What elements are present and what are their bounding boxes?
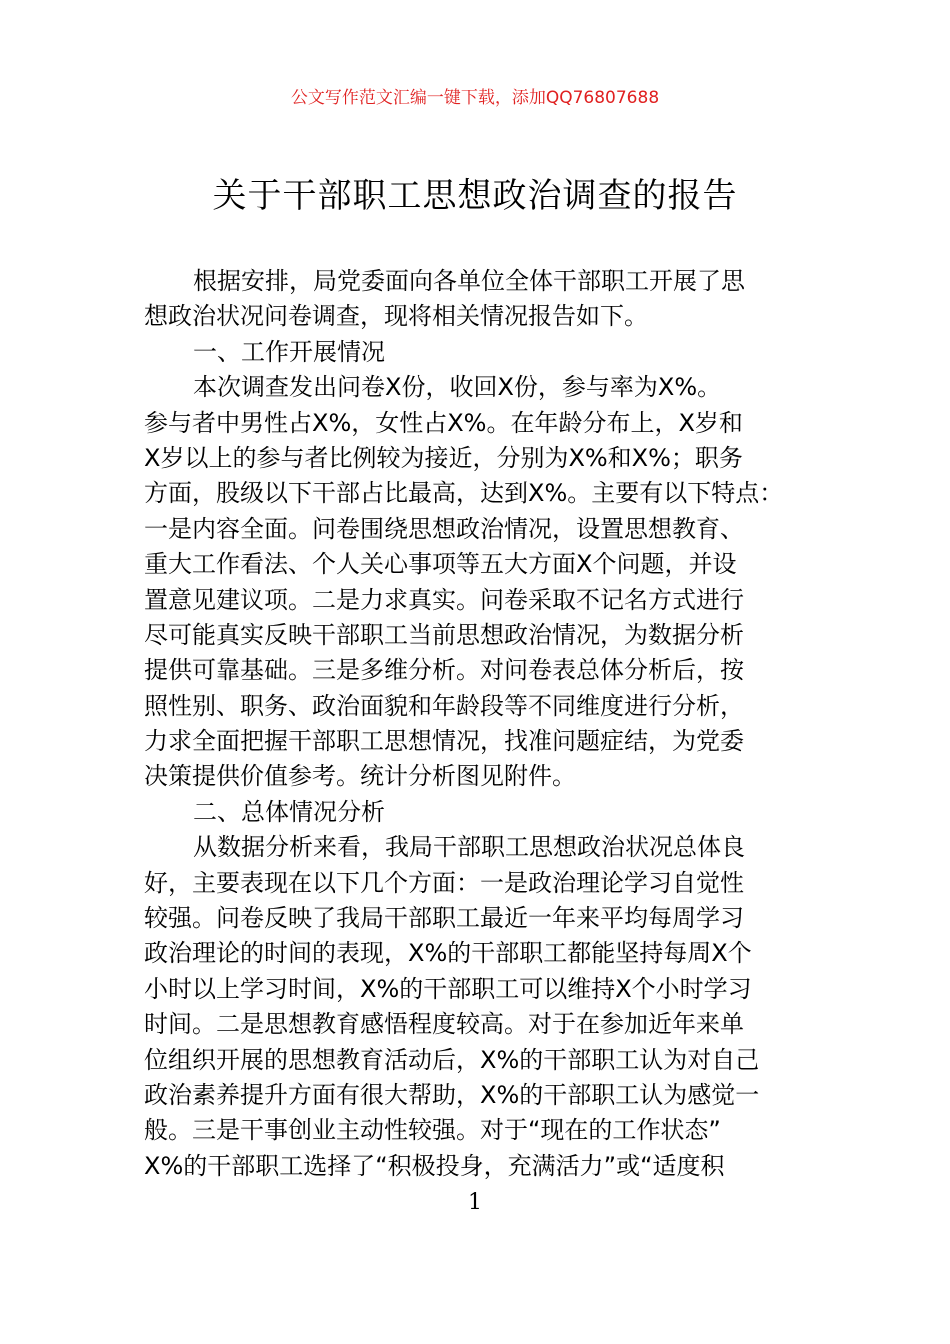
body-line: 般。三是干事创业主动性较强。对于“现在的工作状态” xyxy=(144,1116,721,1145)
body-line: 一、工作开展情况 xyxy=(193,337,385,366)
body-line: 根据安排，局党委面向各单位全体干部职工开展了思 xyxy=(193,267,745,295)
page-number: 1 xyxy=(468,1190,482,1215)
body-line: 政治素养提升方面有很大帮助，X%的干部职工认为感觉一 xyxy=(144,1080,760,1109)
body-line: 时间。二是思想教育感悟程度较高。对于在参加近年来单 xyxy=(144,1010,744,1039)
body-line: 位组织开展的思想教育活动后，X%的干部职工认为对自己 xyxy=(144,1045,760,1074)
body-line: 照性别、职务、政治面貌和年龄段等不同维度进行分析， xyxy=(144,691,744,720)
body-line: 从数据分析来看，我局干部职工思想政治状况总体良 xyxy=(193,833,745,862)
body-line: 决策提供价值参考。统计分析图见附件。 xyxy=(144,762,576,791)
body-line: 一是内容全面。问卷围绕思想政治情况，设置思想教育、 xyxy=(144,514,744,543)
body-line: 提供可靠基础。三是多维分析。对问卷表总体分析后，按 xyxy=(144,656,744,685)
body-line: 小时以上学习时间，X%的干部职工可以维持X个小时学习 xyxy=(144,974,752,1003)
body-line: 二、总体情况分析 xyxy=(193,797,385,826)
body-line: 参与者中男性占X%，女性占X%。在年龄分布上，X岁和 xyxy=(144,408,743,437)
document-body xyxy=(144,264,824,1184)
body-line: X岁以上的参与者比例较为接近，分别为X%和X%；职务 xyxy=(144,443,743,472)
download-banner: 公文写作范文汇编一键下载，添加QQ76807688 xyxy=(290,88,660,108)
body-line: 置意见建议项。二是力求真实。问卷采取不记名方式进行 xyxy=(144,585,744,614)
body-line: 重大工作看法、个人关心事项等五大方面X个问题，并设 xyxy=(144,550,737,579)
body-line: 政治理论的时间的表现，X%的干部职工都能坚持每周X个 xyxy=(144,939,752,968)
body-line: 力求全面把握干部职工思想情况，找准问题症结，为党委 xyxy=(144,727,744,756)
body-line: 方面，股级以下干部占比最高，达到X%。主要有以下特点： xyxy=(144,479,784,508)
body-line: 好，主要表现在以下几个方面：一是政治理论学习自觉性 xyxy=(144,868,744,897)
document-title: 关于干部职工思想政治调查的报告 xyxy=(212,176,738,216)
body-line: 较强。问卷反映了我局干部职工最近一年来平均每周学习 xyxy=(144,904,744,933)
body-line: 本次调查发出问卷X份，收回X份，参与率为X%。 xyxy=(193,373,722,402)
body-line: X%的干部职工选择了“积极投身，充满活力”或“适度积 xyxy=(144,1151,725,1180)
body-line: 尽可能真实反映干部职工当前思想政治情况，为数据分析 xyxy=(144,620,744,649)
body-line: 想政治状况问卷调查，现将相关情况报告如下。 xyxy=(144,302,648,331)
